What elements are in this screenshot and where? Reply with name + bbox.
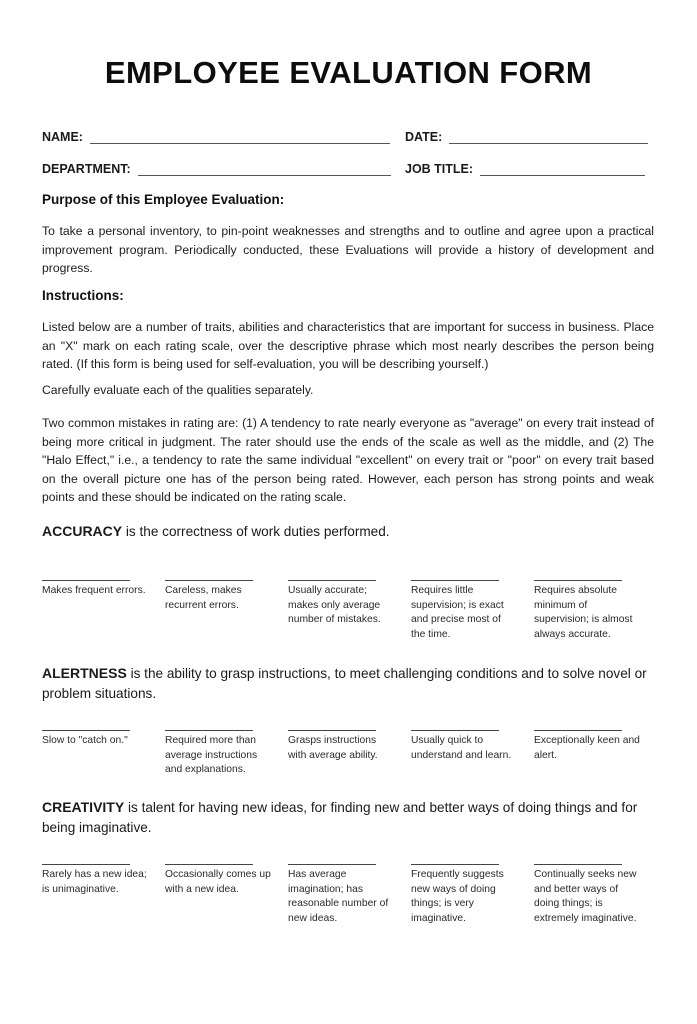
purpose-heading: Purpose of this Employee Evaluation: — [42, 192, 285, 207]
name-label: NAME: — [42, 130, 83, 144]
rating-option-label: Careless, makes recurrent errors. — [165, 585, 242, 611]
rating-option-label: Grasps instructions with average ability. — [288, 735, 378, 761]
rating-mark-line[interactable] — [165, 730, 253, 731]
rating-option-label: Usually quick to understand and learn. — [411, 735, 512, 761]
trait-section-alertness — [42, 663, 657, 778]
trait-accuracy-name: ACCURACY — [42, 523, 123, 539]
rating-option-label: Rarely has a new idea; is unimaginative. — [42, 869, 147, 895]
rating-mark-line[interactable] — [534, 730, 622, 731]
rating-mark-line[interactable] — [411, 864, 499, 865]
rating-option-label: Makes frequent errors. — [42, 585, 146, 596]
trait-alertness-description: is the ability to grasp instructions, to meet challenging conditions and to solve novel or problem situations. — [42, 666, 647, 701]
rating-option-label: Slow to "catch on." — [42, 735, 128, 746]
rating-scale-creativity — [42, 864, 657, 926]
purpose-body: To take a personal inventory, to pin-point weaknesses and strengths and to outline and agree upon a practical improvement program. Periodically conducted, these Evaluations will provide a history of development and progress. — [42, 224, 654, 275]
rating-option[interactable] — [411, 864, 534, 926]
trait-creativity-name: CREATIVITY — [42, 799, 125, 815]
instructions-paragraph-2: Carefully evaluate each of the qualities separately. — [42, 383, 314, 397]
instructions-paragraph-3: Two common mistakes in rating are: (1) A tendency to rate nearly everyone as "average" on every trait instead of being more critical in judgment. The rater should use the ends of the scale as well as the middle, and (2) The "Halo Effect," i.e., a tendency to rate the same individual "excellent" on every trait or "poor" on every trait based on the overall picture one has of the person being rated. However, each person has strong points and weak points and these should be indicated on the rating scale. — [42, 416, 654, 504]
rating-mark-line[interactable] — [165, 864, 253, 865]
trait-accuracy-description: is the correctness of work duties performed. — [122, 524, 390, 539]
trait-alertness-title — [42, 663, 657, 704]
rating-option-label: Exceptionally keen and alert. — [534, 735, 640, 761]
rating-option-label: Frequently suggests new ways of doing things; is very imaginative. — [411, 869, 504, 924]
rating-mark-line[interactable] — [411, 580, 499, 581]
rating-option[interactable] — [288, 580, 411, 642]
rating-option-label: Required more than average instructions and explanations. — [165, 735, 258, 776]
rating-option-label: Requires absolute minimum of supervision; is almost always accurate. — [534, 585, 633, 640]
rating-option[interactable] — [411, 580, 534, 642]
name-input[interactable] — [90, 131, 390, 144]
rating-mark-line[interactable] — [534, 580, 622, 581]
trait-creativity-description: is talent for having new ideas, for finding new and better ways of doing things and for being imaginative. — [42, 800, 638, 835]
rating-mark-line[interactable] — [165, 580, 253, 581]
rating-option-label: Requires little supervision; is exact and precise most of the time. — [411, 585, 504, 640]
rating-mark-line[interactable] — [42, 580, 130, 581]
rating-mark-line[interactable] — [288, 864, 376, 865]
rating-option[interactable] — [42, 580, 165, 642]
department-input[interactable] — [138, 163, 391, 176]
rating-option[interactable] — [165, 864, 288, 926]
trait-creativity-title — [42, 797, 657, 838]
rating-option-label: Usually accurate; makes only average number of mistakes. — [288, 585, 381, 626]
instructions-heading: Instructions: — [42, 288, 124, 303]
rating-option-label: Occasionally comes up with a new idea. — [165, 869, 271, 895]
department-label: DEPARTMENT: — [42, 162, 131, 176]
rating-option[interactable] — [534, 580, 657, 642]
rating-mark-line[interactable] — [42, 864, 130, 865]
rating-option[interactable] — [42, 864, 165, 926]
rating-scale-accuracy — [42, 580, 657, 642]
date-input[interactable] — [449, 131, 648, 144]
department-field-group — [42, 162, 399, 176]
rating-option[interactable] — [411, 730, 534, 778]
instructions-paragraph-1: Listed below are a number of traits, abilities and characteristics that are important for success in business. Place an "X" mark on each rating scale, over the descriptive phrase which most nearly describes the person being rated. (If this form is being used for self-evaluation, you will be describing yourself.) — [42, 320, 654, 371]
trait-section-creativity — [42, 797, 657, 926]
trait-section-accuracy — [42, 521, 657, 642]
rating-option[interactable] — [165, 730, 288, 778]
trait-alertness-name: ALERTNESS — [42, 665, 127, 681]
rating-mark-line[interactable] — [534, 864, 622, 865]
rating-mark-line[interactable] — [411, 730, 499, 731]
rating-option[interactable] — [534, 864, 657, 926]
date-field-group — [405, 130, 648, 144]
date-label: DATE: — [405, 130, 443, 144]
job-title-input[interactable] — [480, 163, 645, 176]
rating-option[interactable] — [42, 730, 165, 778]
trait-accuracy-title — [42, 521, 657, 542]
rating-scale-alertness — [42, 730, 657, 778]
rating-option-label: Continually seeks new and better ways of doing things; is extremely imaginative. — [534, 869, 637, 924]
job-title-label: JOB TITLE: — [405, 162, 474, 176]
rating-mark-line[interactable] — [288, 580, 376, 581]
page-title: EMPLOYEE EVALUATION FORM — [104, 55, 593, 90]
identity-row-2 — [42, 162, 655, 176]
identity-row-1 — [42, 130, 655, 144]
rating-option[interactable] — [165, 580, 288, 642]
rating-option-label: Has average imagination; has reasonable number of new ideas. — [288, 869, 389, 924]
rating-mark-line[interactable] — [288, 730, 376, 731]
job-title-field-group — [405, 162, 645, 176]
rating-mark-line[interactable] — [42, 730, 130, 731]
rating-option[interactable] — [288, 730, 411, 778]
name-field-group — [42, 130, 399, 144]
rating-option[interactable] — [288, 864, 411, 926]
rating-option[interactable] — [534, 730, 657, 778]
